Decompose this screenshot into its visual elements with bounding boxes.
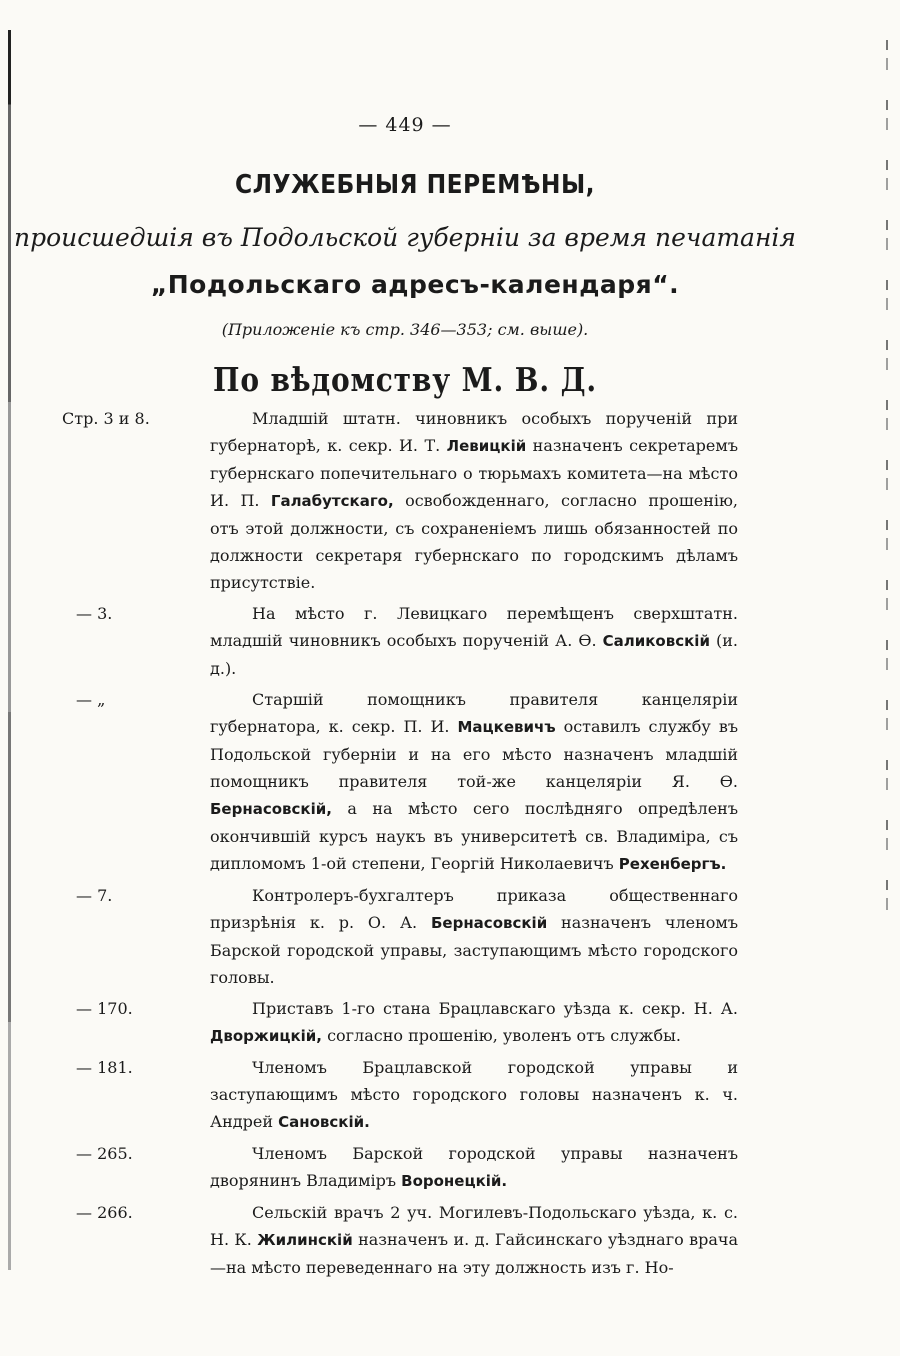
scan-edge-left: [8, 30, 11, 1270]
entry-ref: — 3.: [76, 604, 113, 623]
entry-text: Сельскій врачъ 2 уч. Могилевъ-Подольскаго уѣзда, к. с. Н. К. Жилинскій назначенъ и. д. Гайсинскаго уѣзднаго врача—на мѣсто переведеннаго на эту должность изъ г. Но-: [210, 1203, 738, 1277]
entry-text: Членомъ Барской городской управы назначенъ дворянинъ Владиміръ Воронецкій.: [210, 1144, 738, 1190]
entry-ref: — 181.: [76, 1058, 133, 1077]
entry-ref: — „: [76, 690, 106, 709]
entry-text: Членомъ Брацлавской городской управы и заступающимъ мѣсто городского головы назначенъ к. ч. Андрей Сановскій.: [210, 1058, 738, 1131]
entry-4: [62, 882, 742, 991]
entry-ref: — 266.: [76, 1203, 133, 1222]
person-name: Саликовскій: [602, 632, 710, 650]
page-subtitle: происшедшія въ Подольской губерніи за время печатанія: [14, 223, 796, 252]
entry-6: [62, 1054, 742, 1136]
person-name: Воронецкій.: [401, 1172, 508, 1190]
calendar-title: „Подольскаго адресъ-календаря“.: [150, 270, 680, 299]
person-name: Мацкевичъ: [457, 718, 556, 736]
person-name: Дворжицкій,: [210, 1027, 322, 1045]
person-name: Сановскій.: [278, 1113, 370, 1131]
appendix-note: (Приложеніе къ стр. 346—353; см. выше).: [221, 320, 589, 339]
entry-text: На мѣсто г. Левицкаго перемѣщенъ сверхштатн. младшій чиновникъ особыхъ порученій А. Ѳ. Саликовскій (и. д.).: [210, 604, 739, 678]
entry-1: [62, 405, 742, 596]
entry-text: Контролеръ-бухгалтеръ приказа общественнаго призрѣнія к. р. О. А. Бернасовскій назначенъ членомъ Барской городской управы, заступающимъ мѣсто городского головы.: [210, 886, 739, 987]
person-name: Левицкій: [446, 437, 527, 455]
entry-3: [62, 686, 742, 878]
page-title: СЛУЖЕБНЫЯ ПЕРЕМѢНЫ,: [234, 170, 596, 200]
entry-5: [62, 995, 742, 1050]
entry-ref: — 265.: [76, 1144, 133, 1163]
entries-list: [62, 405, 742, 1285]
department-heading: По вѣдомству М. В. Д.: [212, 360, 597, 399]
entry-ref: — 7.: [76, 886, 113, 905]
entry-ref: Стр. 3 и 8.: [62, 409, 150, 428]
scan-edge-right: [886, 40, 888, 940]
person-name: Жилинскій: [257, 1231, 353, 1249]
person-name: Бернасовскій,: [210, 800, 332, 818]
entry-text: Старшій помощникъ правителя канцеляріи губернатора, к. секр. П. И. Мацкевичъ оставилъ службу въ Подольской губерніи и на его мѣсто назначенъ младшій помощникъ правителя той-же канцеляріи Я. Ѳ. Бернасовскій, а на мѣсто сего послѣдняго опредѣленъ окончившій курсъ наукъ въ университетѣ св. Владиміра, съ дипломомъ 1-ой степени, Георгій Николаевичъ Рехенбергъ.: [210, 690, 739, 873]
person-name: Галабутскаго,: [270, 492, 394, 510]
entry-ref: — 170.: [76, 999, 133, 1018]
entry-2: [62, 600, 742, 682]
page-number: — 449 —: [358, 114, 452, 136]
entry-text: Приставъ 1-го стана Брацлавскаго уѣзда к. секр. Н. А. Дворжицкій, согласно прошенію, уволенъ отъ службы.: [210, 999, 738, 1045]
entry-8: [62, 1199, 742, 1281]
entry-text: Младшій штатн. чиновникъ особыхъ порученій при губернаторѣ, к. секр. И. Т. Левицкій назначенъ секретаремъ губернскаго попечительнаго о тюрьмахъ комитета—на мѣсто И. П. Галабутскаго, освобожденнаго, согласно прошенію, отъ этой должности, съ сохраненіемъ лишь обязанностей по должности секретаря губернскаго по городскимъ дѣламъ присутствіе.: [210, 409, 739, 592]
person-name: Рехенбергъ.: [618, 855, 727, 873]
entry-7: [62, 1140, 742, 1195]
person-name: Бернасовскій: [430, 914, 548, 932]
